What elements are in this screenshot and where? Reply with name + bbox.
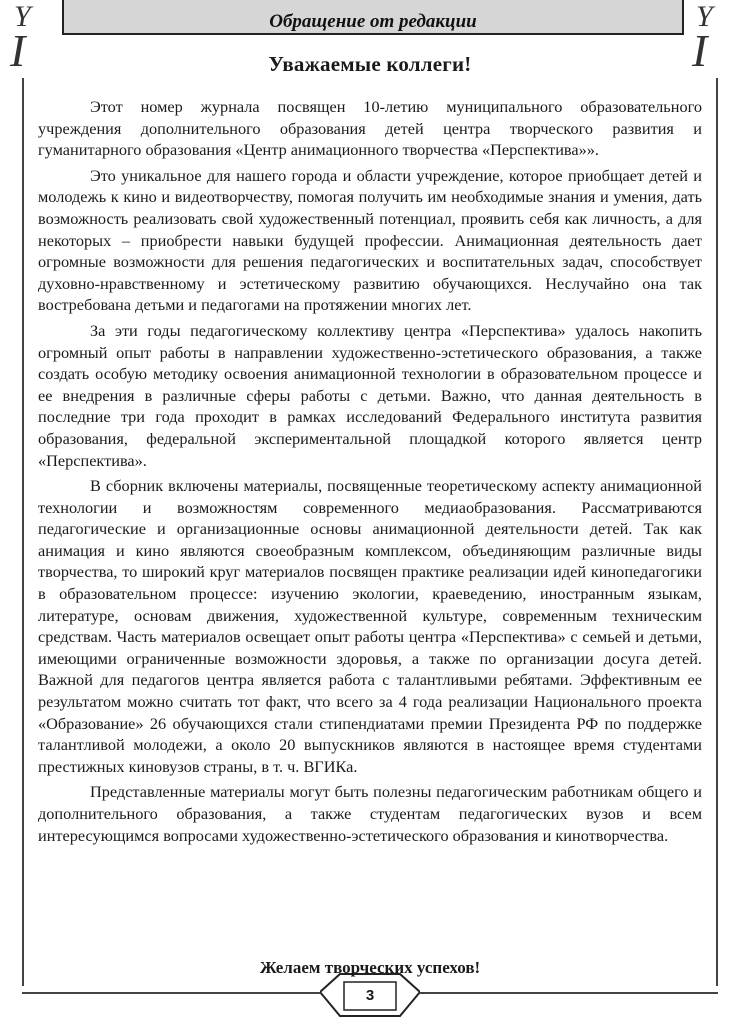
paragraph: Это уникальное для нашего города и области учреждение, которое приобщает детей и молодежь к кино и видеотворчеству, помогая получить им необходимые знания и умения, дать возможность реализовать свой художественный потенциал, проявить себя как личность, а для некоторых – приобрести навыки будущей профессии. Анимационная деятельность дает огромные возможности для решения педагогических и воспитательных задач, способствует духовно-нравственному и эстетическому развитию обучающихся. Неслучайно она так востребована детьми и педагогами на протяжении многих лет. bbox=[38, 165, 702, 315]
frame-line-right bbox=[716, 78, 718, 986]
frame-line-bottom-left bbox=[22, 992, 320, 994]
corner-glyph-bottom: I bbox=[692, 25, 708, 76]
corner-glyph-top: Y bbox=[696, 0, 713, 33]
paragraph: Этот номер журнала посвящен 10-летию муниципального образовательного учреждения дополнительного образования детей центра творческого развития и гуманитарного образования «Центр анимационного творчества «Перспектива»». bbox=[38, 97, 702, 160]
paragraph: В сборник включены материалы, посвященные теоретическому аспекту анимационной технологии и возможностям современного медиаобразования. Рассматриваются педагогические и организационные основы анимационной деятельности детей. Так как анимация и кино являются своеобразным комплексом, объединяющим различные виды творчества, то широкий круг материалов посвящен практике реализации идей кинопедагогики в образовательном процессе: изучению экологии, краеведению, иностранным языкам, литературе, основам движения, художественной культуре, современным техническим средствам. Часть материалов освещает опыт работы центра «Перспектива» с семьей и детьми, имеющими ограниченные возможности здоровья, а также по организации досуга детей. Важной для педагогов центра является работа с талантливыми ребятами. Эффективным ее результатом можно считать тот факт, что всего за 4 года реализации Национального проекта «Образование» 26 обучающихся стали стипендиатами премии Президента РФ по поддержке талантливой молодежи, а около 20 выпускников являются в настоящее время студентами престижных киновузов страны, в т. ч. ВГИКа. bbox=[38, 476, 702, 776]
paragraph: Представленные материалы могут быть полезны педагогическим работникам общего и дополнительного образования, а также студентам педагогических вузов и всем интересующимся вопросами художественно-эстетического образования и кинотворчества. bbox=[38, 782, 702, 845]
paragraph: За эти годы педагогическому коллективу центра «Перспектива» удалось накопить огромный опыт работы в направлении художественно-эстетического образования, а также создать особую методику освоения анимационной технологии в образовательном процессе и ее внедрения в различные сферы работы с детьми. Важно, что данная деятельность в последние три года проходит в рамках исследований Федерального института развития образования, федеральной экспериментальной площадкой которого является центр «Перспектива». bbox=[38, 320, 702, 470]
corner-glyph-bottom: I bbox=[10, 25, 26, 76]
frame-line-left bbox=[22, 78, 24, 986]
frame-line-bottom-right bbox=[420, 992, 718, 994]
page-title: Уважаемые коллеги! bbox=[268, 52, 472, 76]
closing-wish: Желаем творческих успехов! bbox=[259, 958, 481, 977]
page-number: 3 bbox=[365, 986, 375, 1004]
section-header bbox=[62, 0, 684, 35]
letter-body bbox=[38, 96, 702, 850]
corner-glyph-top: Y bbox=[14, 0, 31, 33]
section-title: Обращение от редакции bbox=[269, 10, 477, 32]
